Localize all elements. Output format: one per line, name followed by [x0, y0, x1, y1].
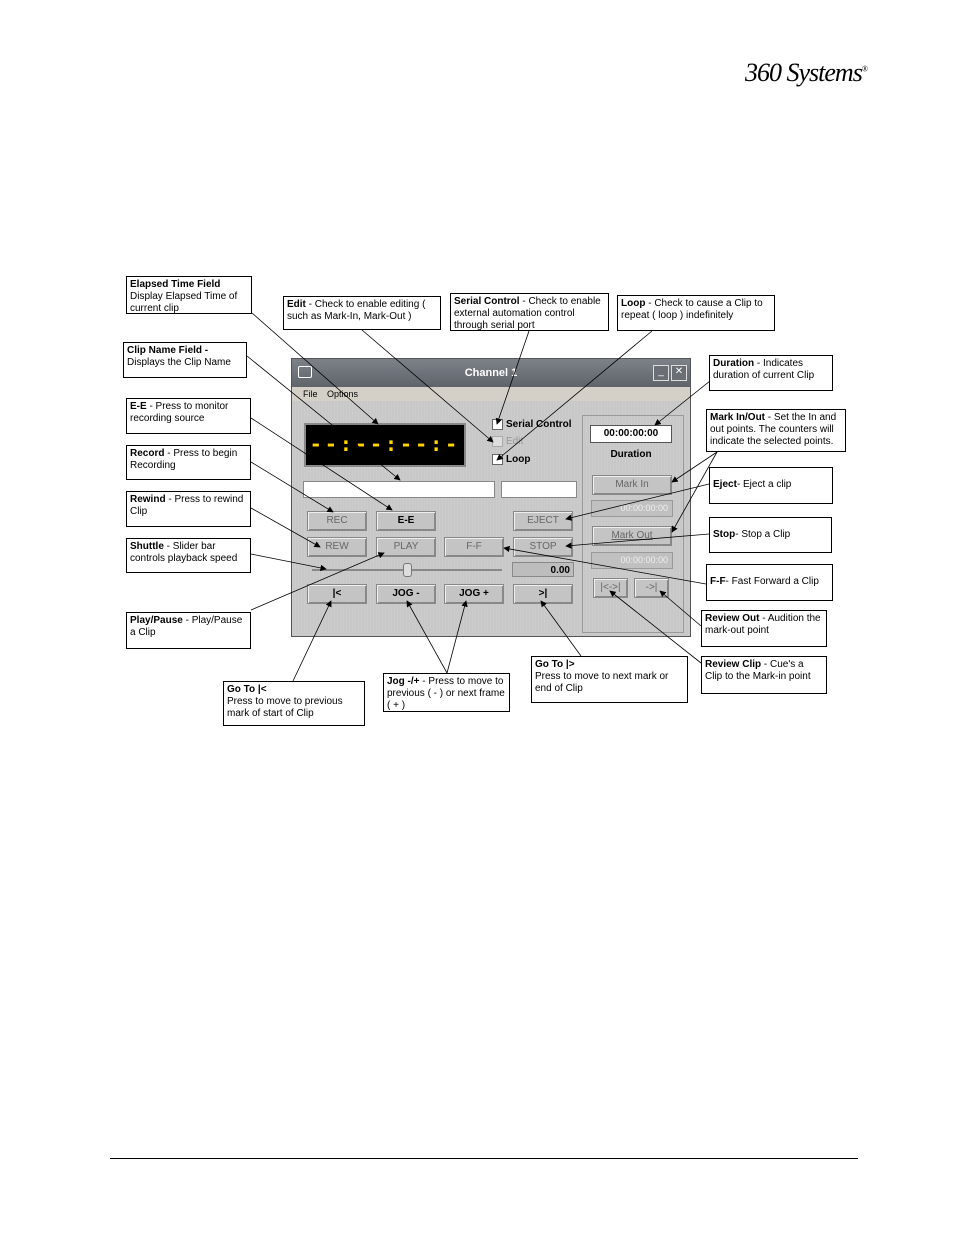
- close-icon[interactable]: ✕: [671, 365, 687, 381]
- callout-gotoend: Go To |> Press to move to next mark or end of Clip: [531, 656, 688, 703]
- ff-button[interactable]: F-F: [444, 537, 504, 557]
- elapsed-time-display: --:--:--:-: [304, 423, 466, 467]
- company-logo: 360 Systems®: [745, 58, 867, 87]
- callout-clipname: Clip Name Field - Displays the Clip Name: [123, 342, 247, 378]
- callout-ee: E-E - Press to monitor recording source: [126, 398, 251, 434]
- speed-readout: 0.00: [512, 562, 574, 577]
- jog-plus-button[interactable]: JOG +: [444, 584, 504, 604]
- loop-checkbox[interactable]: Loop: [492, 454, 530, 465]
- callout-elapsed: Elapsed Time Field Display Elapsed Time of current clip: [126, 276, 252, 314]
- callout-loop: Loop - Check to cause a Clip to repeat ( loop ) indefinitely: [617, 295, 775, 331]
- callout-eject: Eject- Eject a clip: [709, 467, 833, 504]
- callout-edit: Edit - Check to enable editing ( such as Mark-In, Mark-Out ): [283, 296, 441, 330]
- footer-rule: [110, 1158, 858, 1159]
- mark-in-counter: 00:00:00:00: [591, 500, 673, 517]
- callout-jog: Jog -/+ - Press to move to previous ( - ) or next frame ( + ): [383, 673, 510, 712]
- window-title: Channel 1: [464, 367, 518, 379]
- mark-out-button[interactable]: Mark Out: [592, 526, 672, 546]
- review-clip-button[interactable]: |<->|: [593, 578, 628, 598]
- callout-playpause: Play/Pause - Play/Pause a Clip: [126, 612, 251, 649]
- menu-file[interactable]: File: [303, 389, 318, 399]
- stop-button[interactable]: STOP: [513, 537, 573, 557]
- callout-reviewclip: Review Clip - Cue's a Clip to the Mark-in point: [701, 656, 827, 694]
- eject-button[interactable]: EJECT: [513, 511, 573, 531]
- callout-stop: Stop- Stop a Clip: [709, 517, 832, 553]
- callout-serial: Serial Control - Check to enable external automation control through serial port: [450, 293, 609, 331]
- callout-ff: F-F- Fast Forward a Clip: [706, 564, 833, 601]
- callout-reviewout: Review Out - Audition the mark-out point: [701, 610, 827, 647]
- callout-gotostart: Go To |< Press to move to previous mark of start of Clip: [223, 681, 365, 726]
- callout-duration: Duration - Indicates duration of current Clip: [709, 355, 833, 391]
- callout-record: Record - Press to begin Recording: [126, 445, 251, 480]
- edit-checkbox[interactable]: Edit: [492, 436, 523, 447]
- jog-minus-button[interactable]: JOG -: [376, 584, 436, 604]
- mark-in-button[interactable]: Mark In: [592, 475, 672, 495]
- callout-markinout: Mark In/Out - Set the In and out points. The counters will indicate the selected points.: [706, 409, 846, 452]
- rew-button[interactable]: REW: [307, 537, 367, 557]
- menu-options[interactable]: Options: [327, 389, 359, 399]
- duration-label: Duration: [610, 449, 652, 460]
- minimize-icon[interactable]: _: [653, 365, 669, 381]
- duration-field: 00:00:00:00: [590, 425, 672, 443]
- review-out-button[interactable]: ->|: [634, 578, 669, 598]
- mark-out-counter: 00:00:00:00: [591, 552, 673, 569]
- goto-start-button[interactable]: |<: [307, 584, 367, 604]
- serial-control-checkbox[interactable]: Serial Control: [492, 419, 572, 430]
- goto-end-button[interactable]: >|: [513, 584, 573, 604]
- callout-shuttle: Shuttle - Slider bar controls playback speed: [126, 538, 251, 573]
- ee-button[interactable]: E-E: [376, 511, 436, 531]
- play-button[interactable]: PLAY: [376, 537, 436, 557]
- callout-rewind: Rewind - Press to rewind Clip: [126, 491, 251, 527]
- rec-button[interactable]: REC: [307, 511, 367, 531]
